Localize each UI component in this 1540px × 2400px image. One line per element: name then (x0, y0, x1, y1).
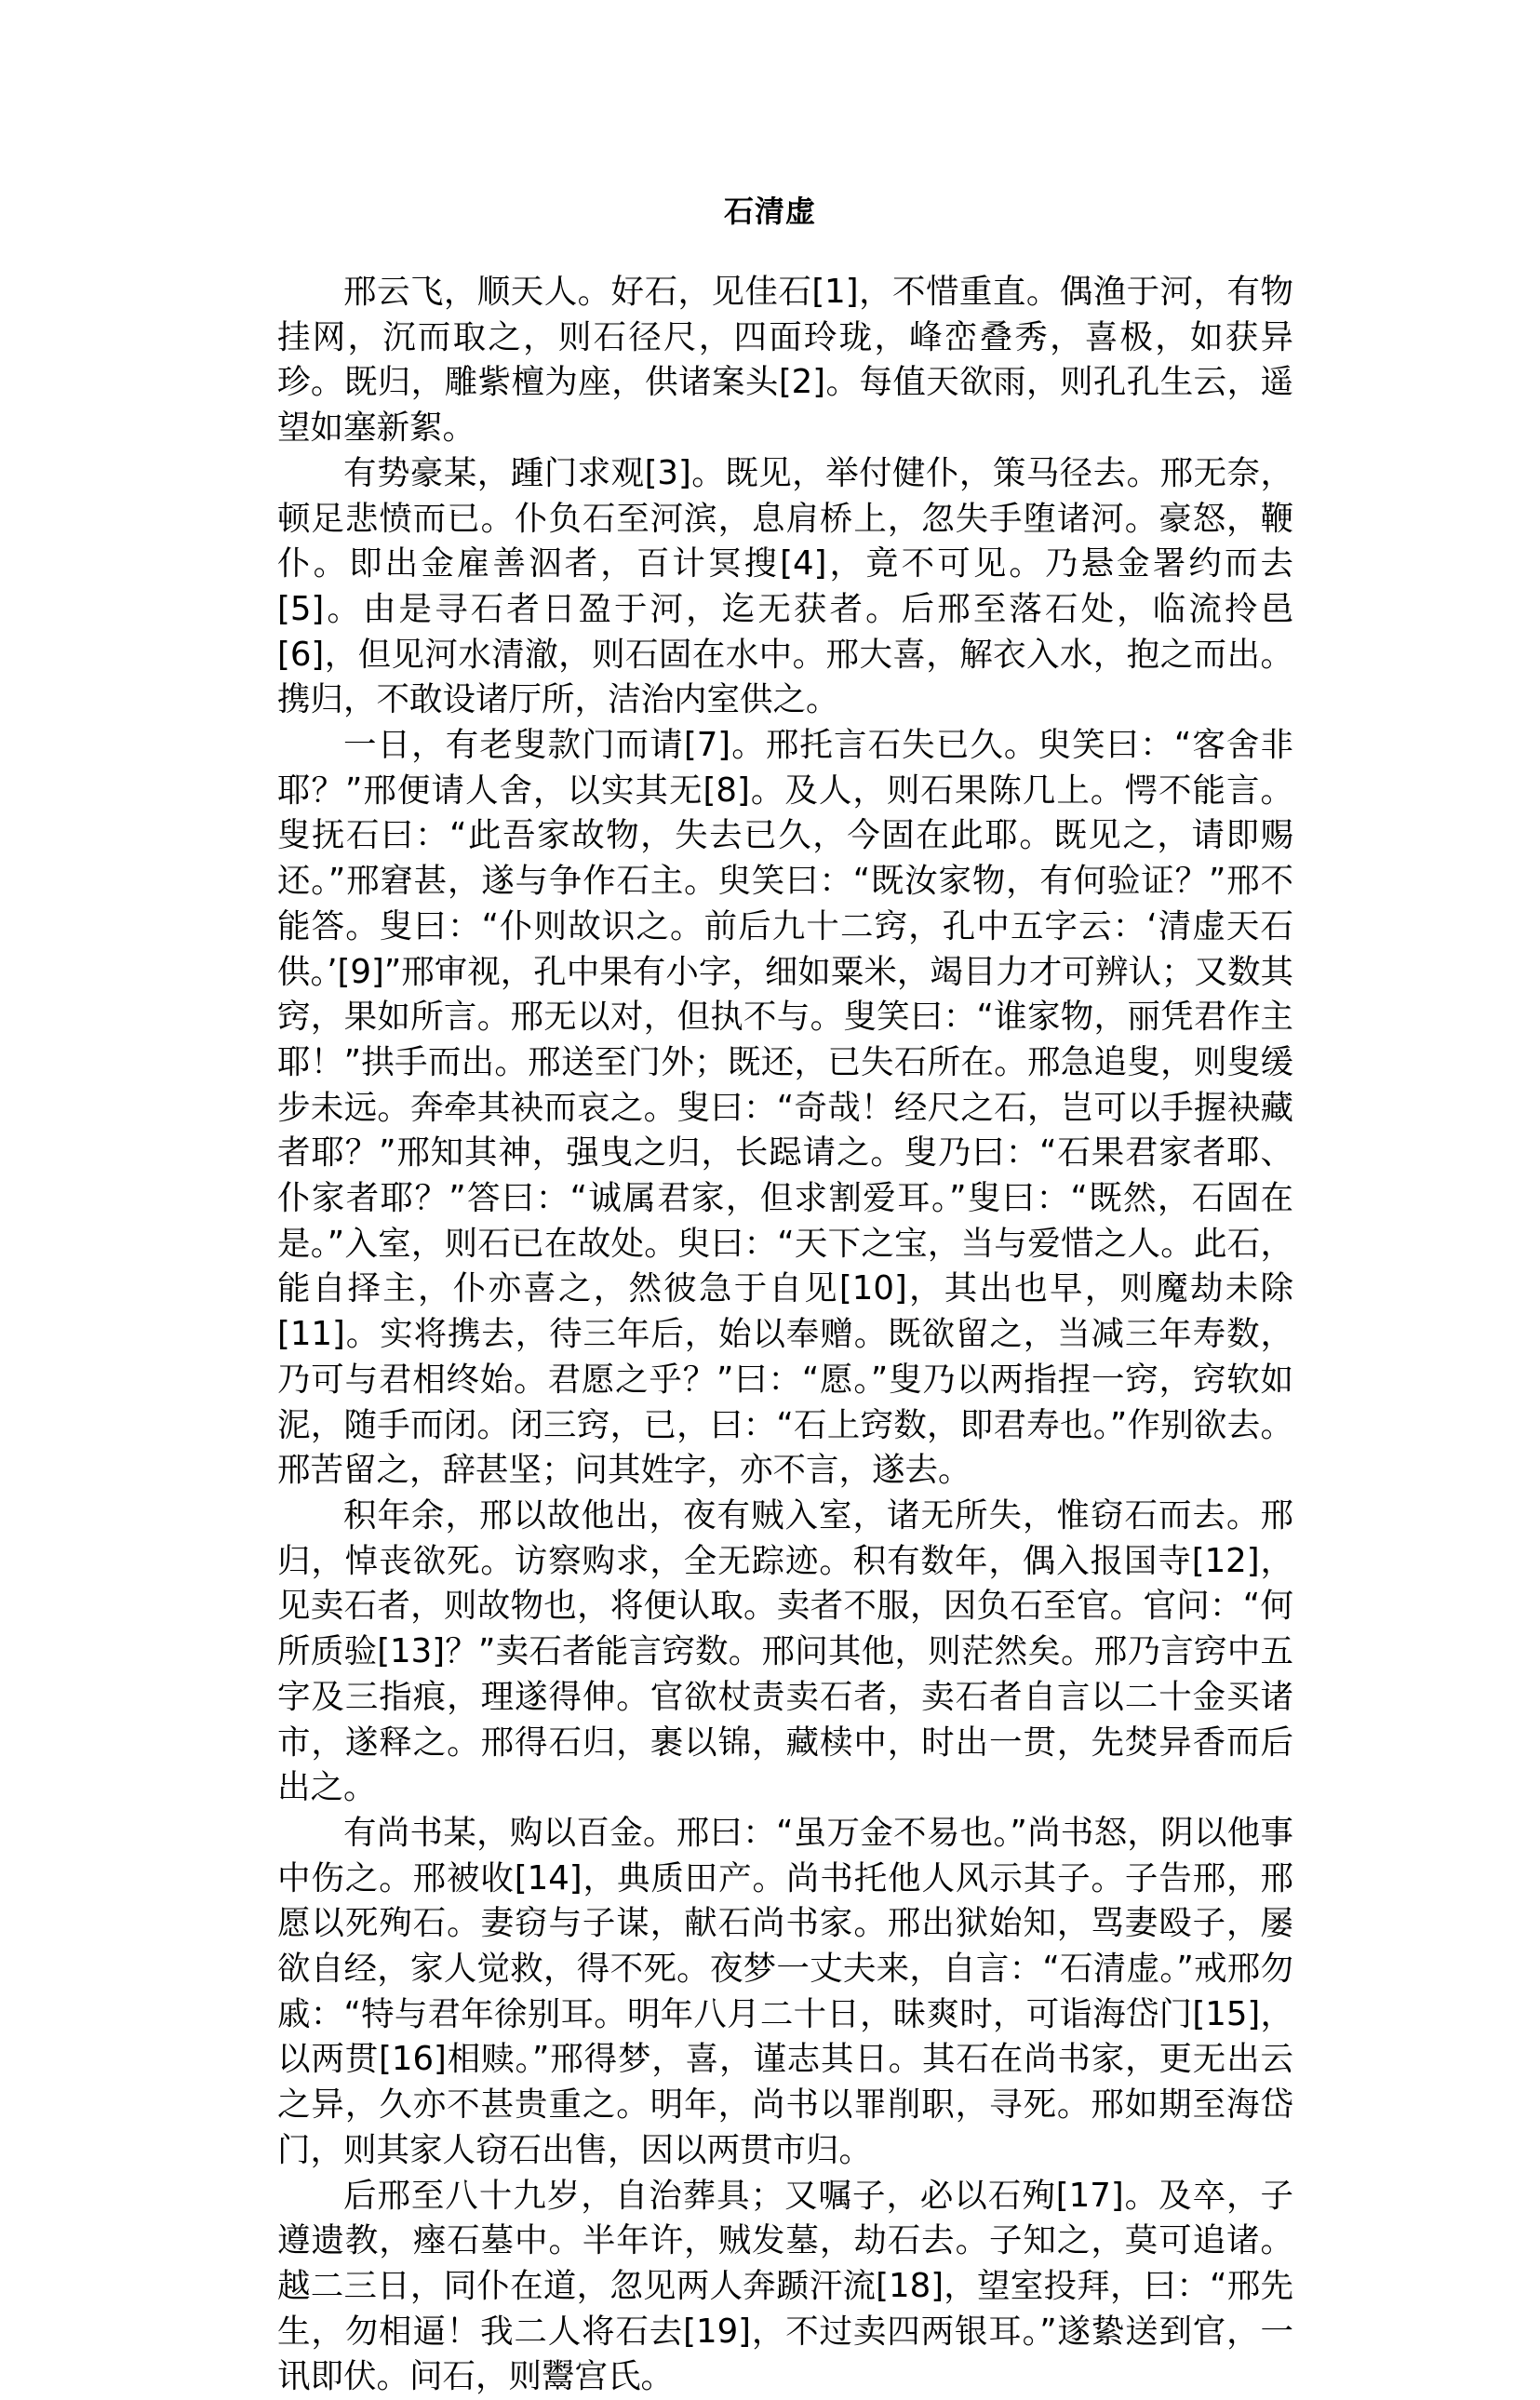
paragraph: 有势豪某，踵门求观[3]。既见，举付健仆，策马径去。邢无奈，顿足悲愤而已。仆负石至河滨，息肩桥上，忽失手堕诸河。豪怒，鞭仆。即出金雇善泅者，百计冥搜[4]，竟不可见。乃悬金署约而去[5]。由是寻石者日盈于河，迄无获者。后邢至落石处，临流拎邑[6]，但见河水清澈，则石固在水中。邢大喜，解衣入水，抱之而出。携归，不敢设诸厅所，洁治内室供之。 (277, 453, 1293, 719)
paragraph: 积年余，邢以故他出，夜有贼入室，诸无所失，惟窃石而去。邢归，悼丧欲死。访察购求，全无踪迹。积有数年，偶入报国寺[12]，见卖石者，则故物也，将便认取。卖者不服，因负石至官。官问：“何所质验[13]？”卖石者能言窍数。邢问其他，则茫然矣。邢乃言窍中五字及三指痕，理遂得伸。官欲杖责卖石者，卖石者自言以二十金买诸市，遂释之。邢得石归，裹以锦，藏椟中，时出一贯，先焚异香而后出之。 (277, 1495, 1293, 1807)
document-title: 石清虚 (723, 194, 816, 229)
document-body (277, 270, 1293, 2400)
paragraph: 邢云飞，顺天人。好石，见佳石[1]，不惜重直。偶渔于河，有物挂网，沉而取之，则石径尺，四面玲珑，峰峦叠秀，喜极，如获异珍。既归，雕紫檀为座，供诸案头[2]。每值天欲雨，则孔孔生云，遥望如塞新絮。 (277, 273, 1293, 448)
paragraph: 后邢至八十九岁，自治葬具；又嘱子，必以石殉[17]。及卒，子遵遗教，瘞石墓中。半年许，贼发墓，劫石去。子知之，莫可追诸。越二三日，同仆在道，忽见两人奔踬汗流[18]，望室投拜，曰：“邢先生，勿相逼！我二人将石去[19]，不过卖四两银耳。”遂絷送到官，一讯即伏。问石，则鬻宫氏。 (277, 2176, 1293, 2396)
paragraph: 一日，有老叟款门而请[7]。邢托言石失已久。臾笑曰：“客舍非耶？”邢便请人舍，以实其无[8]。及人，则石果陈几上。愕不能言。叟抚石曰：“此吾家故物，失去已久，今固在此耶。既见之，请即赐还。”邢窘甚，遂与争作石主。臾笑曰：“既汝家物，有何验证？”邢不能答。叟曰：“仆则故识之。前后九十二窍，孔中五字云：‘清虚天石供。’[9]”邢审视，孔中果有小字，细如粟米，竭目力才可辨认；又数其窍，果如所言。邢无以对，但执不与。叟笑曰：“谁家物，丽凭君作主耶！”拱手而出。邢送至门外；既还，已失石所在。邢急追叟，则叟缓步未远。奔牵其袂而哀之。叟曰：“奇哉！经尺之石，岂可以手握袂藏者耶？”邢知其神，强曳之归，长跽请之。叟乃曰：“石果君家者耶、仆家者耶？”答曰：“诚属君家，但求割爱耳。”叟曰：“既然，石固在是。”入室，则石已在故处。臾曰：“天下之宝，当与爱惜之人。此石，能自择主，仆亦喜之，然彼急于自见[10]，其出也早，则魔劫未除[11]。实将携去，待三年后，始以奉赠。既欲留之，当减三年寿数，乃可与君相终始。君愿之乎？”曰：“愿。”叟乃以两指捏一窍，窍软如泥，随手而闭。闭三窍，已，曰：“石上窍数，即君寿也。”作别欲去。邢苦留之，辞甚坚；问其姓字，亦不言，遂去。 (277, 726, 1293, 1490)
paragraph: 有尚书某，购以百金。邢曰：“虽万金不易也。”尚书怒，阴以他事中伤之。邢被收[14]，典质田产。尚书托他人风示其子。子告邢，邢愿以死殉石。妻窃与子谋，献石尚书家。邢出狱始知，骂妻殴子，屡欲自经，家人觉救，得不死。夜梦一丈夫来，自言：“石清虚。”戒邢勿戚：“特与君年徐别耳。明年八月二十日，昧爽时，可诣海岱门[15]，以两贯[16]相赎。”邢得梦，喜，谨志其日。其石在尚书家，更无出云之异，久亦不甚贵重之。明年，尚书以罪削职，寻死。邢如期至海岱门，则其家人窃石出售，因以两贯市归。 (277, 1813, 1293, 2169)
